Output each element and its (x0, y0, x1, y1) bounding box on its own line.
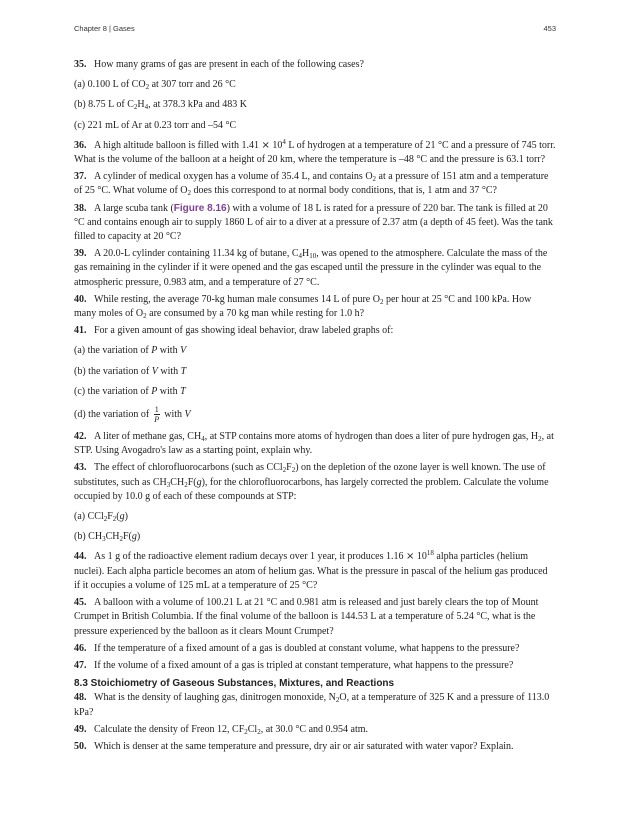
question-text: Cl (247, 723, 258, 735)
question-43 (74, 461, 556, 504)
question-text: , was opened to the atmosphere. Calculate the mass of the gas remaining in the cylinder if it were opened and the gas escaped until the pressure in the cylinder was equal to the atmospheric pressure, 0.983 atm, and a temperature of 27 °C. (74, 248, 548, 288)
part-text: with (157, 345, 181, 357)
question-41-part-d (74, 405, 556, 424)
question-40 (74, 293, 556, 321)
variable: g (119, 511, 125, 523)
question-50 (74, 740, 556, 754)
subscript: 2 (119, 535, 123, 544)
part-text: (a) the variation of (74, 345, 152, 357)
question-text: If the temperature of a fixed amount of a gas is doubled at constant volume, what happens to the pressure? (94, 642, 520, 654)
question-37 (74, 170, 556, 198)
subscript: 2 (112, 515, 117, 524)
question-text: CH (170, 476, 185, 488)
exponent: 4 (282, 137, 286, 146)
question-number: 48. (74, 692, 87, 704)
subscript: 2 (143, 312, 147, 321)
variable: V (151, 365, 158, 377)
times-symbol: × (406, 551, 415, 563)
question-number: 45. (74, 597, 87, 609)
question-text: As 1 g of the radioactive element radium decays over 1 year, it produces 1.16 (94, 551, 404, 563)
question-text: F (286, 462, 292, 474)
question-text: What is the density of laughing gas, dinitrogen monoxide, N (94, 692, 336, 704)
question-text: Calculate the density of Freon 12, CF (94, 723, 245, 735)
question-number: 40. (74, 293, 87, 305)
question-text: , at STP. Using Avogadro's law as a starting point, explain why. (74, 431, 554, 457)
question-text: F( (187, 476, 197, 488)
question-text: H (302, 248, 310, 260)
question-text: ) with a volume of 18 L is rated for a pressure of 220 bar. The tank is filled at 20 °C and contains enough air to supply 1860 L of air to a diver at a pressure of 2.37 atm (a depth of 45 feet). Was the tank filled to capacity at 20 °C? (74, 202, 553, 243)
part-text: (b) 8.75 L of C (74, 99, 134, 111)
variable: V (184, 408, 191, 420)
question-text: at a pressure of 151 atm and a temperature of 25 °C. What volume of O (74, 171, 549, 197)
question-text: If the volume of a fixed amount of a gas is tripled at constant temperature, what happens to the pressure? (94, 659, 514, 671)
question-35-part-b (74, 98, 556, 112)
question-text: Which is denser at the same temperature and pressure, dry air or air saturated with water vapor? Explain. (94, 740, 514, 752)
figure-link[interactable]: Figure 8.16 (173, 202, 227, 214)
question-38 (74, 202, 556, 245)
question-42 (74, 430, 556, 458)
question-text: ) on the depletion of the ozone layer is well known. The use of substitutes, such as CH (74, 462, 546, 488)
question-text: L of hydrogen at a temperature of 21 °C and a pressure of 745 torr. What is the volume of the balloon at a height of 20 km, where the temperature is –48 °C and the pressure is 63.1 torr? (74, 139, 556, 166)
subscript: 2 (372, 175, 377, 184)
question-text: How many grams of gas are present in each of the following cases? (94, 59, 364, 70)
part-text: at 307 torr and 26 °C (149, 79, 236, 91)
question-text: does this correspond to at normal body conditions, that is, 1 atm and 37 °C? (191, 185, 497, 197)
question-44 (74, 550, 556, 593)
subscript: 2 (291, 466, 296, 475)
question-41-part-c (74, 385, 556, 399)
question-41-part-b (74, 365, 556, 379)
question-text: A high altitude balloon is filled with 1.41 (94, 139, 259, 151)
part-text: (c) 221 mL of Ar at 0.23 torr and –54 °C (74, 119, 237, 131)
question-text: alpha particles (helium nuclei). Each alpha particle becomes an atom of helium gas. What is the pressure in pascal of the helium gas produced if it occupies a volume of 125 mL at a temperature of 25 °C? (74, 551, 548, 591)
exponent: 18 (426, 549, 434, 558)
question-46 (74, 642, 556, 656)
subscript: 3 (102, 535, 106, 544)
question-49 (74, 723, 556, 737)
question-35 (74, 58, 556, 72)
page-number: 453 (543, 24, 556, 33)
question-text: A large scuba tank ( (94, 202, 174, 214)
part-text: F (107, 511, 113, 523)
subscript: 2 (145, 83, 150, 92)
variable: g (131, 531, 137, 543)
variable: V (180, 345, 187, 357)
subscript: 4 (201, 435, 205, 444)
question-text: per hour at 25 °C and 100 kPa. How many moles of O (74, 293, 532, 320)
question-text: A 20.0-L cylinder containing 11.34 kg of butane, C (94, 248, 299, 260)
question-text: A liter of methane gas, CH (94, 431, 202, 443)
question-number: 35. (74, 59, 87, 70)
question-number: 44. (74, 551, 87, 563)
question-text: ), for the chlorofluorocarbons, has largely corrected the problem. Calculate the volume occupied by 10.0 g of each of these compounds at STP: (74, 476, 549, 502)
subscript: 2 (257, 727, 261, 736)
part-text: , at 378.3 kPa and 483 K (148, 99, 248, 111)
subscript: 2 (103, 515, 108, 524)
fraction (154, 405, 160, 424)
variable: P (151, 385, 158, 397)
subscript: 4 (298, 252, 302, 261)
question-number: 47. (74, 659, 87, 671)
question-43-part-a (74, 510, 556, 524)
question-number: 43. (74, 462, 87, 474)
question-text: 10 (272, 139, 283, 151)
part-text: F( (122, 531, 132, 543)
question-43-part-b (74, 530, 556, 544)
part-text: CH (105, 531, 120, 543)
question-45 (74, 596, 556, 639)
question-number: 37. (74, 171, 87, 183)
variable: P (151, 345, 158, 357)
subscript: 2 (379, 297, 384, 306)
subscript: 4 (144, 103, 149, 112)
fraction-numerator: 1 (154, 405, 159, 415)
part-text: with (157, 385, 181, 397)
part-text: (b) CH (74, 531, 103, 543)
question-text: , at STP contains more atoms of hydrogen than does a liter of pure hydrogen gas, H (204, 431, 539, 443)
question-35-part-c (74, 119, 556, 133)
part-text: (d) the variation of (74, 408, 152, 420)
question-number: 50. (74, 740, 87, 752)
page-header (74, 24, 556, 33)
part-text: (a) 0.100 L of CO (74, 79, 146, 91)
variable: g (196, 476, 202, 488)
chapter-title: Chapter 8 | Gases (74, 24, 135, 33)
part-text: with (157, 365, 181, 377)
question-47 (74, 659, 556, 673)
question-number: 39. (74, 248, 87, 260)
question-41-part-a (74, 344, 556, 358)
part-text: ) (136, 531, 141, 543)
question-48 (74, 691, 556, 719)
subscript: 2 (184, 480, 188, 489)
question-text: 10 (416, 551, 427, 563)
part-text: (b) the variation of (74, 365, 152, 377)
part-text: (c) the variation of (74, 385, 152, 397)
subscript: 2 (244, 727, 248, 736)
question-number: 49. (74, 723, 87, 735)
subscript: 10 (309, 252, 317, 261)
fraction-denominator: P (154, 415, 160, 425)
subscript: 2 (282, 466, 287, 475)
subscript: 2 (187, 189, 192, 198)
question-text: O, at a temperature of 325 K and a pressure of 113.0 kPa? (74, 692, 550, 718)
part-text: ) (124, 511, 128, 523)
question-number: 41. (74, 325, 87, 337)
variable: T (180, 365, 187, 377)
part-text: H (137, 99, 145, 111)
question-number: 46. (74, 642, 87, 654)
question-text: , at 30.0 °C and 0.954 atm. (260, 723, 369, 735)
question-text: The effect of chlorofluorocarbons (such as CCl (94, 462, 283, 474)
subscript: 2 (133, 103, 138, 112)
question-text: A cylinder of medical oxygen has a volume of 35.4 L, and contains O (94, 171, 373, 183)
part-text: ( (116, 511, 120, 523)
part-text: (a) CCl (74, 511, 104, 523)
exercise-list (74, 58, 556, 754)
subscript: 3 (166, 480, 171, 489)
subscript: 2 (335, 696, 340, 705)
question-text: are consumed by a 70 kg man while resting for 1.0 h? (146, 308, 365, 320)
subscript: 2 (538, 435, 542, 444)
question-35-part-a (74, 78, 556, 92)
question-number: 36. (74, 139, 87, 151)
question-number: 38. (74, 202, 87, 214)
question-text: While resting, the average 70-kg human male consumes 14 L of pure O (94, 293, 380, 305)
question-41 (74, 324, 556, 338)
part-text: with (161, 408, 185, 420)
question-39 (74, 247, 556, 290)
question-number: 42. (74, 431, 87, 443)
question-text: For a given amount of gas showing ideal behavior, draw labeled graphs of: (94, 325, 394, 337)
question-36 (74, 139, 556, 167)
variable: T (180, 385, 186, 397)
section-heading: 8.3 Stoichiometry of Gaseous Substances, Mixtures, and Reactions (74, 678, 395, 690)
question-text: A balloon with a volume of 100.21 L at 21 °C and 0.981 atm is released and just barely clears the top of Mount Crumpet in British Columbia. If the final volume of the balloon is 144.53 L at a temperature of 5.24 °C, what is the pressure experienced by the balloon as it clears Mount Crumpet? (74, 597, 539, 637)
times-symbol: × (261, 139, 270, 151)
